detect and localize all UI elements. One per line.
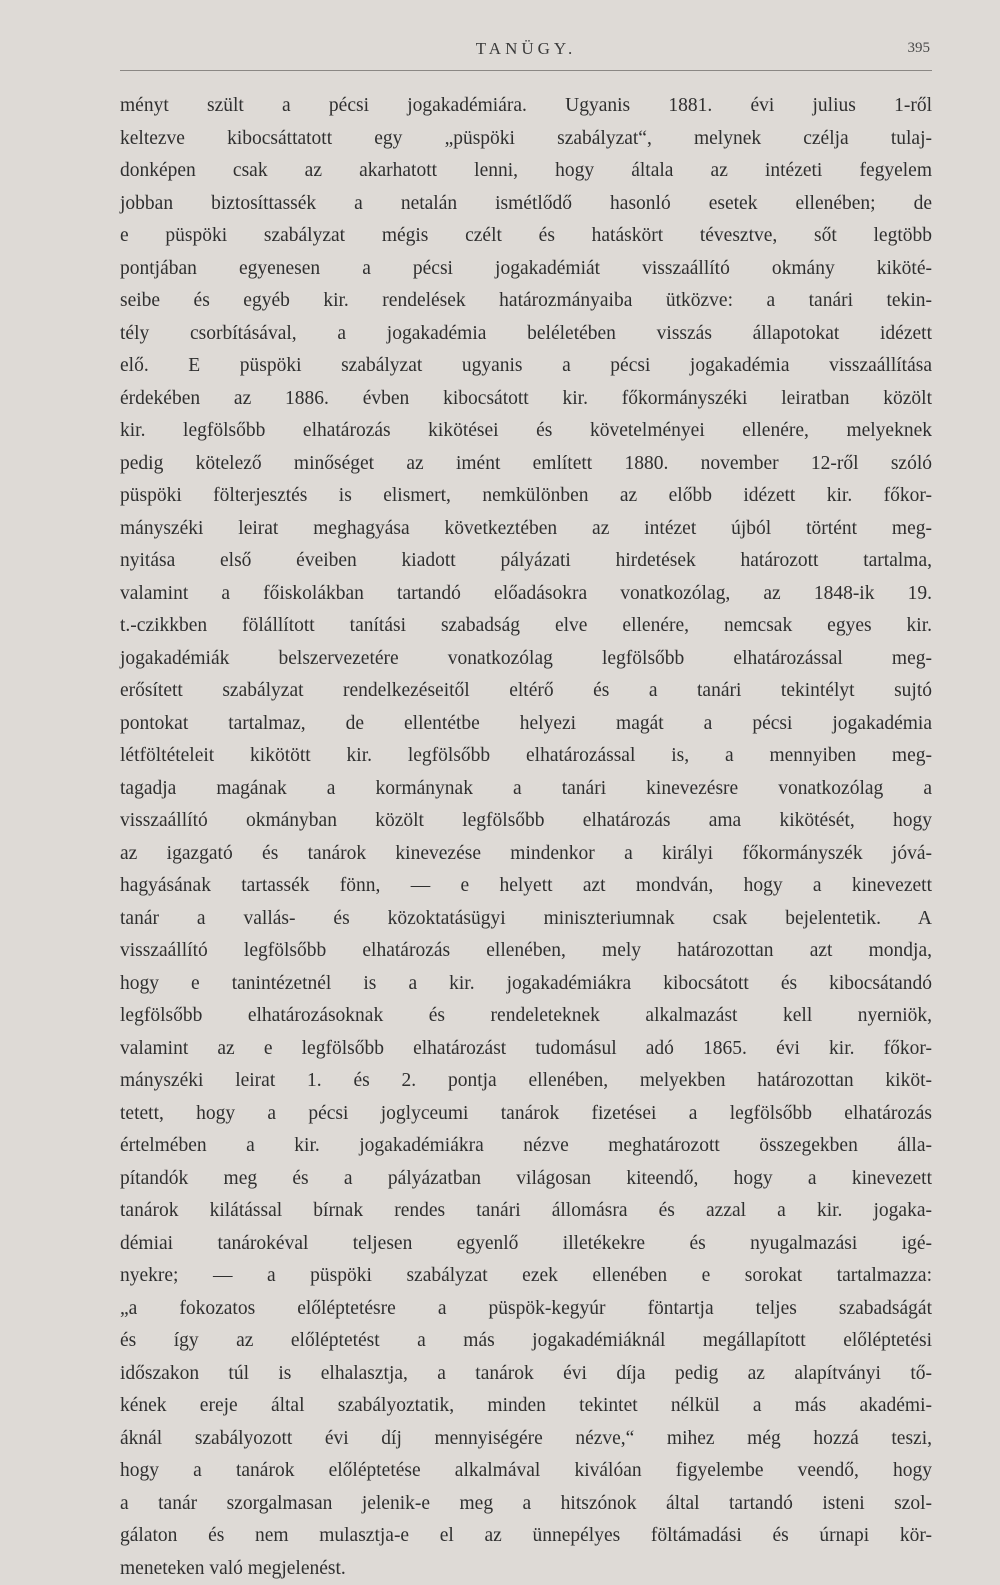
text-line: ményt szült a pécsi jogakadémiára. Ugyanis 1881. évi julius 1-ről bbox=[120, 90, 932, 123]
text-line: donképen csak az akarhatott lenni, hogy általa az intézeti fegyelem bbox=[120, 155, 932, 188]
text-line: tély csorbításával, a jogakadémia beléletében visszás állapotokat idézett bbox=[120, 318, 932, 351]
text-line: e püspöki szabályzat mégis czélt és hatáskört tévesztve, sőt legtöbb bbox=[120, 220, 932, 253]
text-line: jobban biztosíttassék a netalán ismétlődő hasonló esetek ellenében; de bbox=[120, 188, 932, 221]
text-line: démiai tanárokéval teljesen egyenlő illetékekre és nyugalmazási igé- bbox=[120, 1228, 932, 1261]
text-line: az igazgató és tanárok kinevezése mindenkor a királyi főkormányszék jóvá- bbox=[120, 838, 932, 871]
text-line: érdekében az 1886. évben kibocsátott kir. főkormányszéki leiratban közölt bbox=[120, 383, 932, 416]
running-title: TANÜGY. bbox=[120, 39, 932, 59]
text-line: „a fokozatos előléptetésre a püspök-kegyúr föntartja teljes szabadságát bbox=[120, 1293, 932, 1326]
text-line: a tanár szorgalmasan jelenik-e meg a hitszónok által tartandó isteni szol- bbox=[120, 1488, 932, 1521]
text-line: püspöki fölterjesztés is elismert, nemkülönben az előbb idézett kir. főkor- bbox=[120, 480, 932, 513]
text-line: tanárok kilátással bírnak rendes tanári állomásra és azzal a kir. jogaka- bbox=[120, 1195, 932, 1228]
text-line: t.-czikkben fölállított tanítási szabadság elve ellenére, nemcsak egyes kir. bbox=[120, 610, 932, 643]
text-line: meneteken való megjelenést. bbox=[120, 1553, 932, 1585]
text-line: hagyásának tartassék fönn, — e helyett azt mondván, hogy a kinevezett bbox=[120, 870, 932, 903]
text-line: nyekre; — a püspöki szabályzat ezek ellenében e sorokat tartalmazza: bbox=[120, 1260, 932, 1293]
text-line: nyitása első éveiben kiadott pályázati hirdetések határozott tartalma, bbox=[120, 545, 932, 578]
text-line: valamint a főiskolákban tartandó előadásokra vonatkozólag, az 1848-ik 19. bbox=[120, 578, 932, 611]
text-line: mányszéki leirat 1. és 2. pontja ellenében, melyekben határozottan kiköt- bbox=[120, 1065, 932, 1098]
text-line: tagadja magának a kormánynak a tanári kinevezésre vonatkozólag a bbox=[120, 773, 932, 806]
text-line: hogy e tanintézetnél is a kir. jogakadémiákra kibocsátott és kibocsátandó bbox=[120, 968, 932, 1001]
text-line: gálaton és nem mulasztja-e el az ünnepélyes föltámadási és úrnapi kör- bbox=[120, 1520, 932, 1553]
text-line: és így az előléptetést a más jogakadémiáknál megállapított előléptetési bbox=[120, 1325, 932, 1358]
text-line: tanár a vallás- és közoktatásügyi miniszteriumnak csak bejelentetik. A bbox=[120, 903, 932, 936]
text-line: értelmében a kir. jogakadémiákra nézve meghatározott összegekben álla- bbox=[120, 1130, 932, 1163]
text-line: visszaállító okmányban közölt legfölsőbb elhatározás ama kikötését, hogy bbox=[120, 805, 932, 838]
text-line: valamint az e legfölsőbb elhatározást tudomásul adó 1865. évi kir. főkor- bbox=[120, 1033, 932, 1066]
page-number: 395 bbox=[908, 40, 931, 57]
text-line: erősített szabályzat rendelkezéseitől eltérő és a tanári tekintélyt sujtó bbox=[120, 675, 932, 708]
text-line: áknál szabályozott évi díj mennyiségére nézve,“ mihez még hozzá teszi, bbox=[120, 1423, 932, 1456]
text-line: mányszéki leirat meghagyása következtében az intézet újból történt meg- bbox=[120, 513, 932, 546]
text-line: kir. legfölsőbb elhatározás kikötései és követelményei ellenére, melyeknek bbox=[120, 415, 932, 448]
text-line: létföltételeit kikötött kir. legfölsőbb elhatározással is, a mennyiben meg- bbox=[120, 740, 932, 773]
header-rule bbox=[120, 70, 932, 71]
text-line: pedig kötelező minőséget az imént említett 1880. november 12-ről szóló bbox=[120, 448, 932, 481]
body-paragraph bbox=[120, 90, 932, 1585]
text-line: kének ereje által szabályoztatik, minden tekintet nélkül a más akadémi- bbox=[120, 1390, 932, 1423]
text-line: elő. E püspöki szabályzat ugyanis a pécsi jogakadémia visszaállítása bbox=[120, 350, 932, 383]
text-line: legfölsőbb elhatározásoknak és rendeleteknek alkalmazást kell nyerniök, bbox=[120, 1000, 932, 1033]
text-line: pontjában egyenesen a pécsi jogakadémiát visszaállító okmány kiköté- bbox=[120, 253, 932, 286]
text-line: időszakon túl is elhalasztja, a tanárok évi díja pedig az alapítványi tő- bbox=[120, 1358, 932, 1391]
text-line: seibe és egyéb kir. rendelések határozmányaiba ütközve: a tanári tekin- bbox=[120, 285, 932, 318]
text-line: keltezve kibocsáttatott egy „püspöki szabályzat“, melynek czélja tulaj- bbox=[120, 123, 932, 156]
text-line: pítandók meg és a pályázatban világosan kiteendő, hogy a kinevezett bbox=[120, 1163, 932, 1196]
running-head bbox=[120, 33, 932, 63]
text-line: jogakadémiák belszervezetére vonatkozólag legfölsőbb elhatározással meg- bbox=[120, 643, 932, 676]
text-line: visszaállító legfölsőbb elhatározás ellenében, mely határozottan azt mondja, bbox=[120, 935, 932, 968]
text-line: pontokat tartalmaz, de ellentétbe helyezi magát a pécsi jogakadémia bbox=[120, 708, 932, 741]
text-line: hogy a tanárok előléptetése alkalmával kiválóan figyelembe veendő, hogy bbox=[120, 1455, 932, 1488]
text-line: tetett, hogy a pécsi joglyceumi tanárok fizetései a legfölsőbb elhatározás bbox=[120, 1098, 932, 1131]
